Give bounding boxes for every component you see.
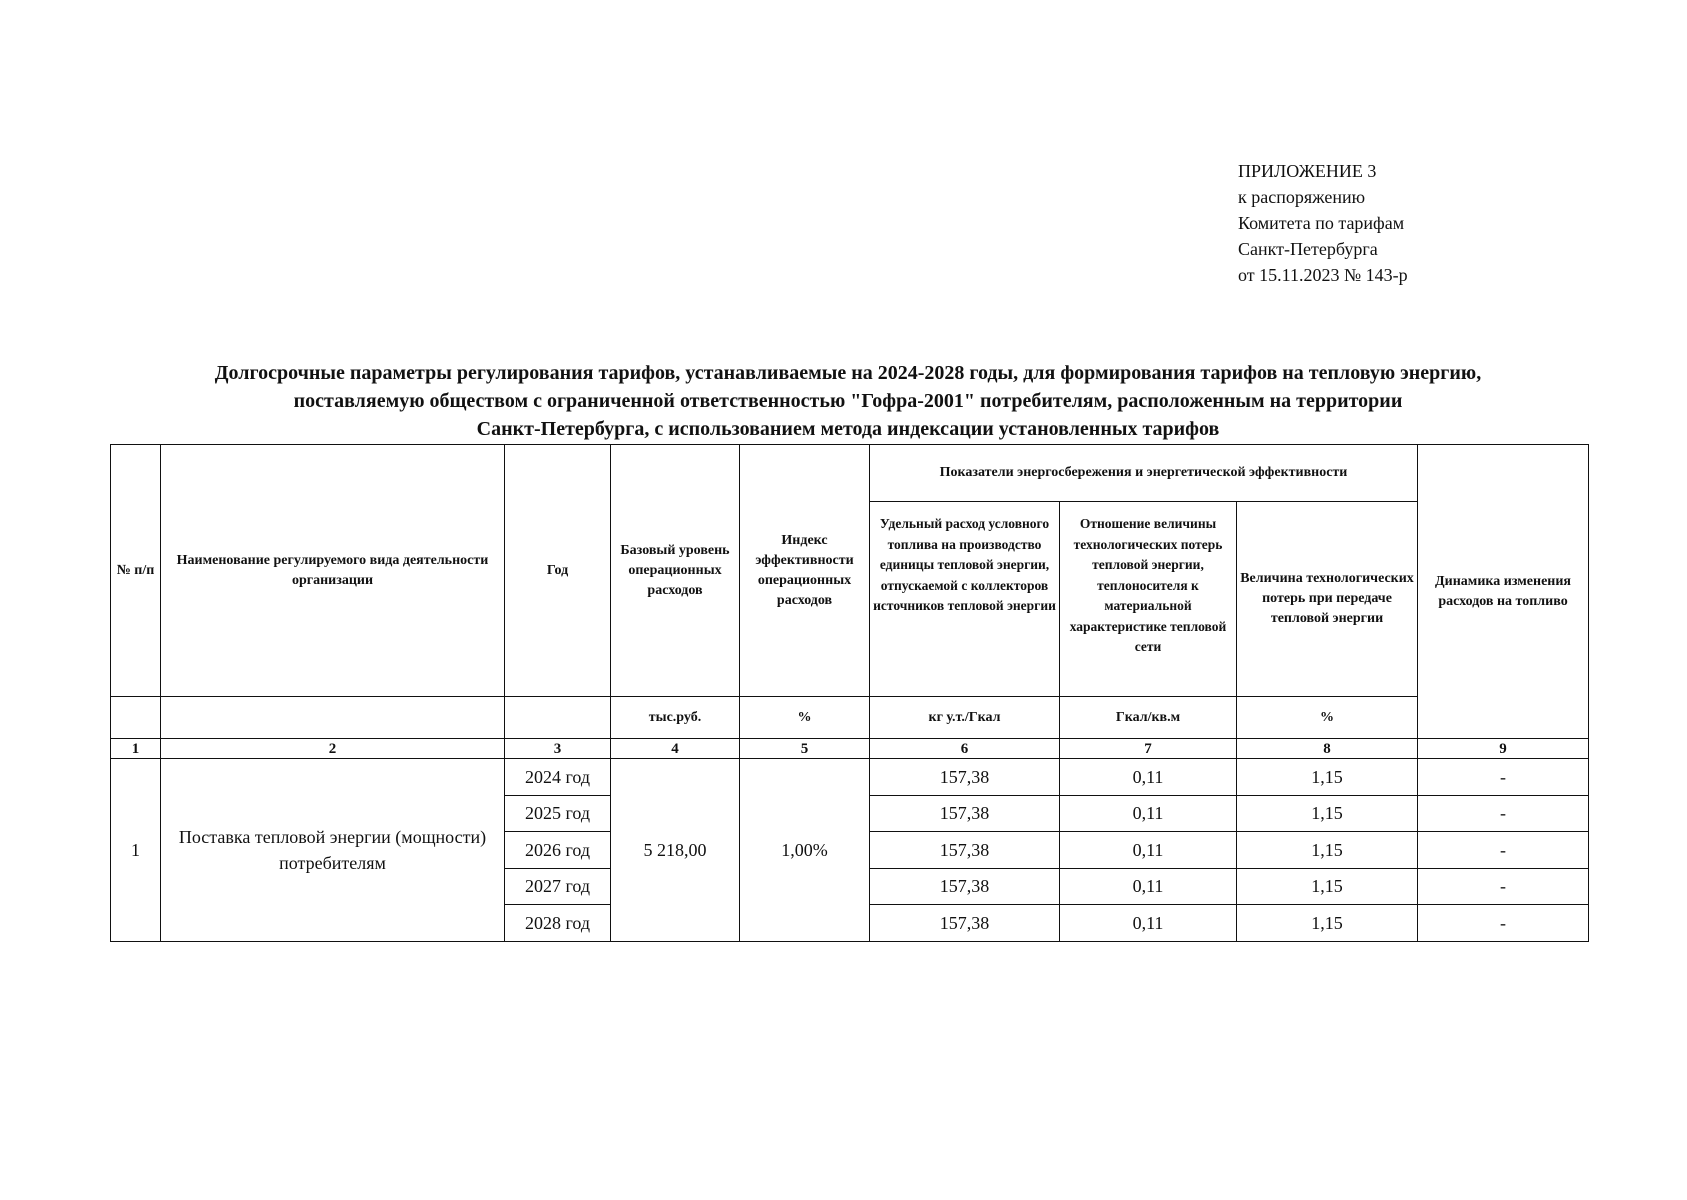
- row-num: 1: [111, 759, 161, 942]
- row-year: 2028 год: [505, 905, 611, 942]
- units-empty: [111, 697, 161, 739]
- column-number: 2: [161, 739, 505, 759]
- row-loss-value: 1,15: [1237, 796, 1418, 832]
- row-efficiency-index: 1,00%: [740, 759, 870, 942]
- units-empty: [505, 697, 611, 739]
- appendix-line: Санкт-Петербурга: [1238, 239, 1378, 259]
- appendix-date-number: от 15.11.2023 № 143-р: [1238, 265, 1408, 285]
- header-num: № п/п: [111, 445, 161, 697]
- row-loss-ratio: 0,11: [1060, 796, 1237, 832]
- header-fuel-dynamics: Динамика изменения расходов на топливо: [1418, 445, 1589, 739]
- row-year: 2026 год: [505, 832, 611, 869]
- header-base-costs: Базовый уровень операционных расходов: [611, 445, 740, 697]
- title-line: Долгосрочные параметры регулирования тарифов, устанавливаемые на 2024-2028 годы, для формирования тарифов на тепловую энергию,: [214, 362, 1482, 384]
- title-line: Санкт-Петербурга, с использованием метода индексации установленных тарифов: [476, 418, 1220, 440]
- row-fuel-dynamics: -: [1418, 759, 1589, 796]
- header-row: [111, 445, 1589, 502]
- header-energy-group: Показатели энергосбережения и энергетической эффективности: [870, 445, 1418, 502]
- unit-fuel-rate: кг у.т./Гкал: [870, 697, 1060, 739]
- row-base-costs: 5 218,00: [611, 759, 740, 942]
- row-loss-value: 1,15: [1237, 905, 1418, 942]
- row-year: 2025 год: [505, 796, 611, 832]
- column-numbers-row: [111, 739, 1589, 759]
- row-fuel-rate: 157,38: [870, 796, 1060, 832]
- row-fuel-rate: 157,38: [870, 832, 1060, 869]
- appendix-line: Комитета по тарифам: [1238, 213, 1405, 233]
- column-number: 4: [611, 739, 740, 759]
- column-number: 6: [870, 739, 1060, 759]
- row-activity: Поставка тепловой энергии (мощности) потребителям: [161, 759, 505, 942]
- header-activity: Наименование регулируемого вида деятельности организации: [161, 445, 505, 697]
- unit-loss-value: %: [1237, 697, 1418, 739]
- units-empty: [161, 697, 505, 739]
- appendix-line: к распоряжению: [1238, 187, 1366, 207]
- row-loss-ratio: 0,11: [1060, 759, 1237, 796]
- row-fuel-dynamics: -: [1418, 869, 1589, 905]
- row-loss-value: 1,15: [1237, 869, 1418, 905]
- column-number: 3: [505, 739, 611, 759]
- header-loss-value: Величина технологических потерь при передаче тепловой энергии: [1237, 502, 1418, 697]
- header-year: Год: [505, 445, 611, 697]
- parameters-table: [110, 444, 1589, 942]
- header-fuel-rate: Удельный расход условного топлива на производство единицы тепловой энергии, отпускаемой с коллекторов источников тепловой энергии: [870, 502, 1060, 697]
- title-line: поставляемую обществом с ограниченной ответственностью "Гофра-2001" потребителям, расположенным на территории: [293, 390, 1403, 412]
- row-year: 2027 год: [505, 869, 611, 905]
- row-fuel-dynamics: -: [1418, 796, 1589, 832]
- unit-efficiency-index: %: [740, 697, 870, 739]
- column-number: 1: [111, 739, 161, 759]
- row-fuel-rate: 157,38: [870, 905, 1060, 942]
- row-loss-ratio: 0,11: [1060, 869, 1237, 905]
- column-number: 8: [1237, 739, 1418, 759]
- header-efficiency-index: Индекс эффективности операционных расходов: [740, 445, 870, 697]
- appendix-title: ПРИЛОЖЕНИЕ 3: [1238, 161, 1377, 181]
- header-loss-ratio: Отношение величины технологических потерь тепловой энергии, теплоносителя к материальной характеристике тепловой сети: [1060, 502, 1237, 697]
- row-fuel-rate: 157,38: [870, 759, 1060, 796]
- row-fuel-rate: 157,38: [870, 869, 1060, 905]
- unit-base-costs: тыс.руб.: [611, 697, 740, 739]
- row-loss-ratio: 0,11: [1060, 832, 1237, 869]
- row-loss-ratio: 0,11: [1060, 905, 1237, 942]
- row-loss-value: 1,15: [1237, 832, 1418, 869]
- table-row: [111, 759, 1589, 796]
- row-year: 2024 год: [505, 759, 611, 796]
- column-number: 9: [1418, 739, 1589, 759]
- appendix-block: [1238, 158, 1408, 288]
- column-number: 5: [740, 739, 870, 759]
- document-title: [110, 359, 1586, 443]
- unit-loss-ratio: Гкал/кв.м: [1060, 697, 1237, 739]
- row-fuel-dynamics: -: [1418, 905, 1589, 942]
- column-number: 7: [1060, 739, 1237, 759]
- row-fuel-dynamics: -: [1418, 832, 1589, 869]
- units-row: [111, 697, 1589, 739]
- row-loss-value: 1,15: [1237, 759, 1418, 796]
